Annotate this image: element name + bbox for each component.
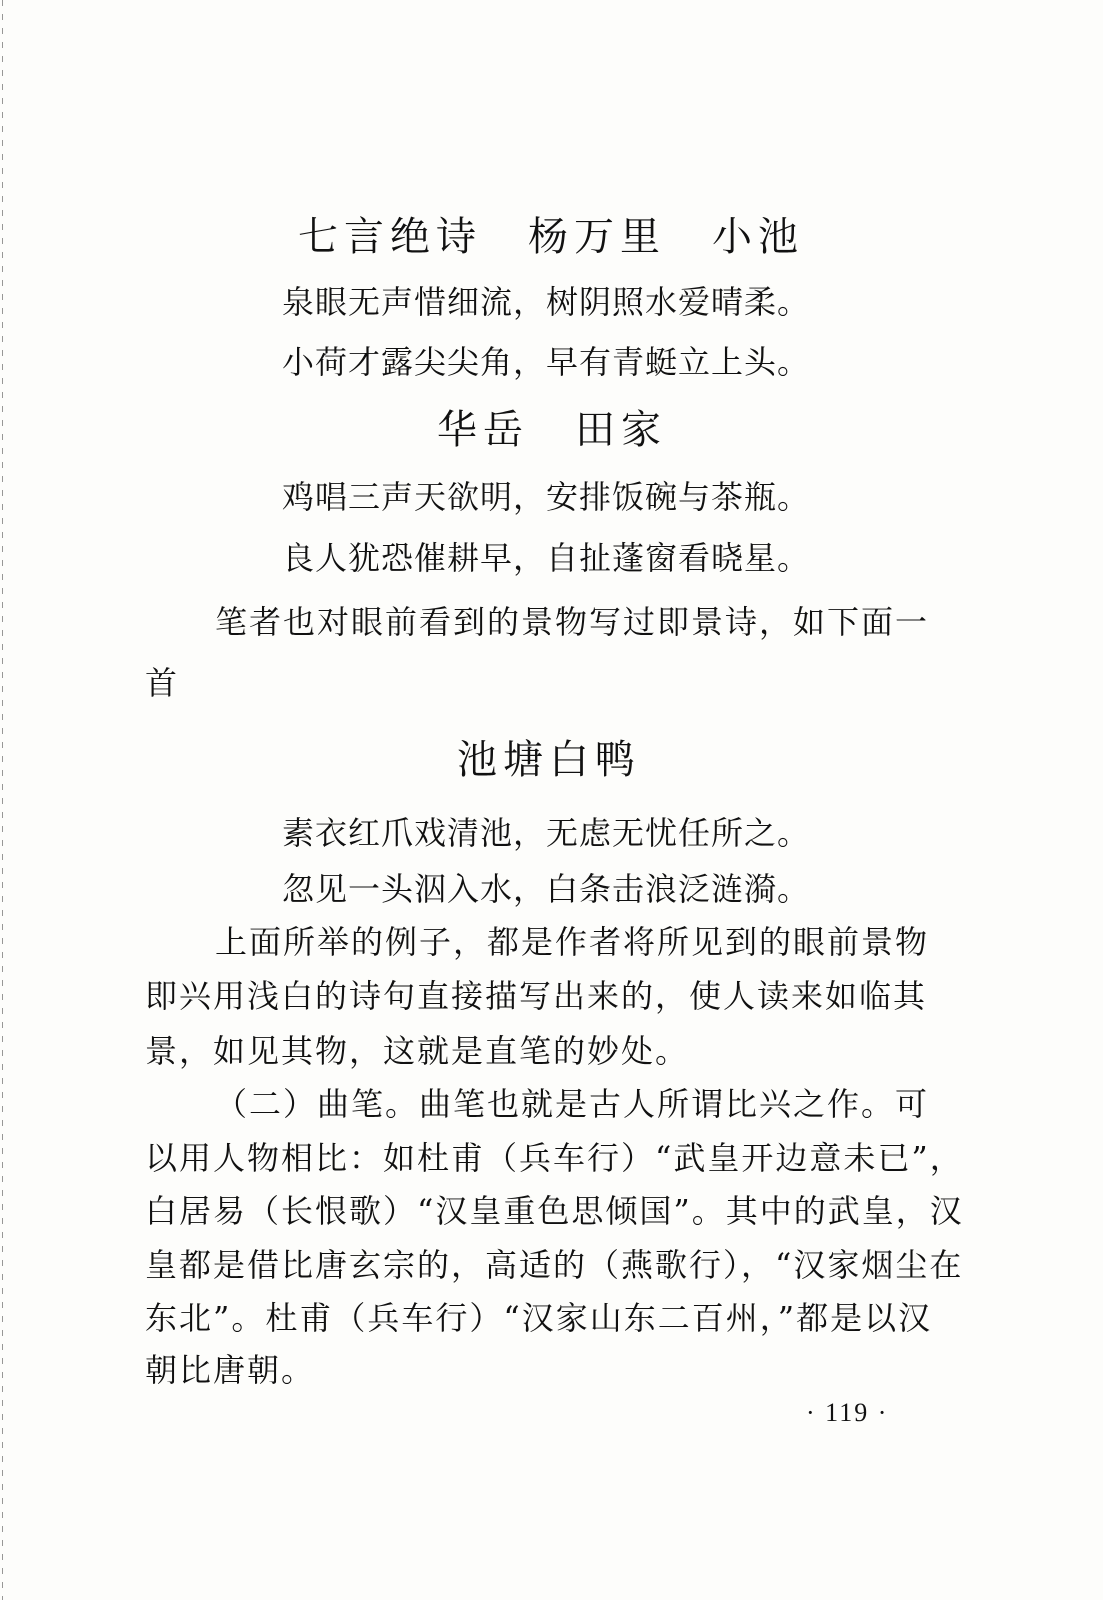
poem1-line1: 泉眼无声惜细流，树阴照水爱晴柔。 [282,283,811,321]
poem-title-xiaochi: 七言绝诗 杨万里 小池 [298,214,804,260]
paragraph3-line6: 朝比唐朝。 [145,1351,316,1389]
poem3-line1: 素衣红爪戏清池，无虑无忧任所之。 [282,814,811,852]
page-edge-dotted-line [2,0,3,1600]
paragraph3-line5: 东北”。杜甫（兵车行）“汉家山东二百州，”都是以汉 [145,1299,933,1337]
paragraph3-line2: 以用人物相比：如杜甫（兵车行）“武皇开边意未已”， [145,1139,964,1177]
paragraph2-line2: 即兴用浅白的诗句直接描写出来的，使人读来如临其 [145,977,928,1015]
paragraph1-line2: 首 [145,664,180,702]
poem-title-chitang-baiya: 池塘白鸭 [457,737,641,783]
paragraph3-line4: 皇都是借比唐玄宗的，高适的（燕歌行），“汉家烟尘在 [145,1246,964,1284]
paragraph3-line3: 白居易（长恨歌）“汉皇重色思倾国”。其中的武皇，汉 [145,1192,964,1230]
poem1-line2: 小荷才露尖尖角，早有青蜓立上头。 [282,343,811,381]
paragraph2-line3: 景，如见其物，这就是直笔的妙处。 [145,1032,690,1070]
page-number: · 119 · [806,1398,889,1427]
poem2-line2: 良人犹恐催耕早，自扯蓬窗看晓星。 [282,539,811,577]
paragraph2-line1: 上面所举的例子，都是作者将所见到的眼前景物 [215,923,930,961]
poem3-line2: 忽见一头泅入水，白条击浪泛涟漪。 [282,870,811,908]
paragraph3-line1: （二）曲笔。曲笔也就是古人所谓比兴之作。可 [215,1085,930,1123]
poem-title-tianjia: 华岳 田家 [437,407,667,453]
poem2-line1: 鸡唱三声天欲明，安排饭碗与茶瓶。 [282,478,811,516]
paragraph1-line1: 笔者也对眼前看到的景物写过即景诗，如下面一 [215,603,930,641]
